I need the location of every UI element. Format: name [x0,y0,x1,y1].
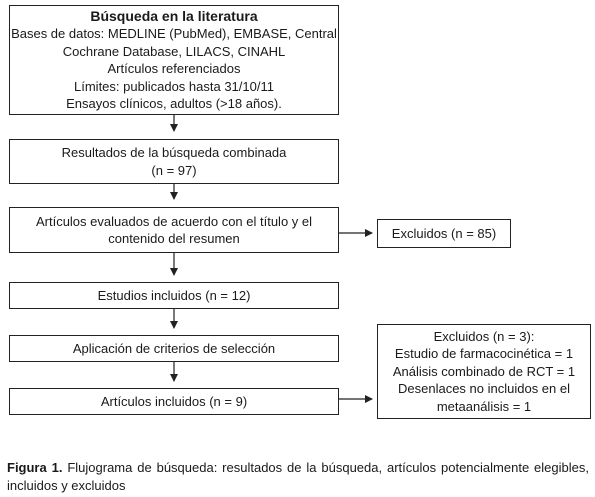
search-box [9,5,339,115]
included-articles-box [9,388,339,415]
excluded-second-line: Desenlaces no incluidos en el [398,381,570,397]
included-articles-label: Artículos incluidos (n = 9) [100,393,248,409]
excluded-second-line: Excluidos (n = 3): [433,328,535,344]
excluded-first-box [377,219,511,248]
selection-criteria-box [9,335,339,362]
selection-criteria-label: Aplicación de criterios de selección [72,340,276,356]
evaluated-articles-box [9,207,339,253]
search-box-line: Límites: publicados hasta 31/10/11 [74,78,274,94]
combined-results-label: Resultados de la búsqueda combinada [61,145,287,160]
evaluated-line: contenido del resumen [108,231,240,246]
excluded-second-line: metaanálisis = 1 [436,398,532,414]
search-box-line: Bases de datos: MEDLINE (PubMed), EMBASE, Central [11,26,337,41]
included-studies-label: Estudios incluidos (n = 12) [97,287,251,303]
excluded-second-box [377,324,591,419]
excluded-first-label: Excluidos (n = 85) [391,225,497,241]
combined-results-count: (n = 97) [151,162,197,178]
evaluated-line: Artículos evaluados de acuerdo con el título y el [35,213,313,229]
combined-results-box [9,139,339,184]
search-box-line: Artículos referenciados [107,61,241,76]
included-studies-box [9,282,339,309]
excluded-second-line: Análisis combinado de RCT = 1 [392,363,576,379]
search-box-title: Búsqueda en la literatura [90,7,258,24]
caption-text: Flujograma de búsqueda: resultados de la búsqueda, artículos potencialmente elegibles, incluidos y excluidos [7,460,589,493]
search-box-line: Cochrane Database, LILACS, CINAHL [62,43,286,59]
excluded-second-line: Estudio de farmacocinética = 1 [394,346,574,362]
figure-caption [7,459,589,495]
search-box-line: Ensayos clínicos, adultos (>18 años). [66,96,282,111]
caption-label: Figura 1. [7,460,63,475]
